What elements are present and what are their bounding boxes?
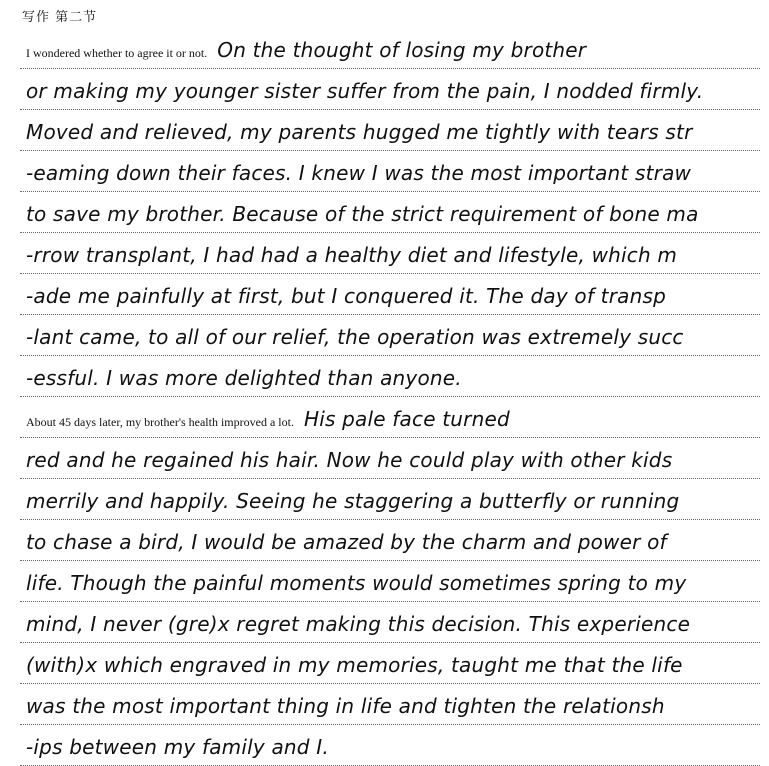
writing-line bbox=[20, 479, 760, 520]
handwritten-text: -lant came, to all of our relief, the operation was extremely succ bbox=[26, 325, 684, 349]
handwritten-text: -rrow transplant, I had had a healthy diet and lifestyle, which m bbox=[26, 243, 678, 267]
handwritten-text: (with)x which engraved in my memories, taught me that the life bbox=[26, 653, 683, 677]
writing-line bbox=[20, 315, 760, 356]
writing-line bbox=[20, 643, 760, 684]
writing-line bbox=[20, 520, 760, 561]
writing-line bbox=[20, 69, 760, 110]
writing-line bbox=[20, 356, 760, 397]
handwritten-text: -ips between my family and I. bbox=[26, 735, 329, 759]
handwritten-text: -essful. I was more delighted than anyone. bbox=[26, 366, 462, 390]
printed-prompt: About 45 days later, my brother's health improved a lot. bbox=[26, 415, 294, 429]
handwritten-text: mind, I never (gre)x regret making this decision. This experience bbox=[26, 612, 691, 636]
handwritten-text: merrily and happily. Seeing he staggering a butterfly or running bbox=[26, 489, 680, 513]
handwritten-text: to save my brother. Because of the strict requirement of bone ma bbox=[26, 202, 699, 226]
writing-line bbox=[20, 110, 760, 151]
handwritten-text: to chase a bird, I would be amazed by the charm and power of bbox=[26, 530, 667, 554]
handwritten-text: Moved and relieved, my parents hugged me tightly with tears str bbox=[26, 120, 693, 144]
writing-line bbox=[20, 602, 760, 643]
writing-line bbox=[20, 28, 760, 69]
writing-line bbox=[20, 684, 760, 725]
writing-line bbox=[20, 192, 760, 233]
writing-line bbox=[20, 438, 760, 479]
writing-line bbox=[20, 397, 760, 438]
writing-line bbox=[20, 561, 760, 602]
handwritten-text: life. Though the painful moments would sometimes spring to my bbox=[26, 571, 687, 595]
handwritten-text: -ade me painfully at first, but I conquered it. The day of transp bbox=[26, 284, 666, 308]
writing-line bbox=[20, 233, 760, 274]
writing-line bbox=[20, 274, 760, 315]
handwritten-text: -eaming down their faces. I knew I was the most important straw bbox=[26, 161, 692, 185]
section-header: 写作 第二节 bbox=[22, 10, 98, 25]
writing-line bbox=[20, 151, 760, 192]
handwritten-text: His pale face turned bbox=[303, 407, 510, 431]
answer-sheet bbox=[20, 28, 760, 766]
handwritten-text: or making my younger sister suffer from the pain, I nodded firmly. bbox=[26, 79, 704, 103]
handwritten-text: On the thought of losing my brother bbox=[217, 38, 587, 62]
writing-line bbox=[20, 725, 760, 766]
handwritten-text: red and he regained his hair. Now he could play with other kids bbox=[26, 448, 673, 472]
printed-prompt: I wondered whether to agree it or not. bbox=[26, 46, 208, 60]
handwritten-text: was the most important thing in life and tighten the relationsh bbox=[26, 694, 665, 718]
